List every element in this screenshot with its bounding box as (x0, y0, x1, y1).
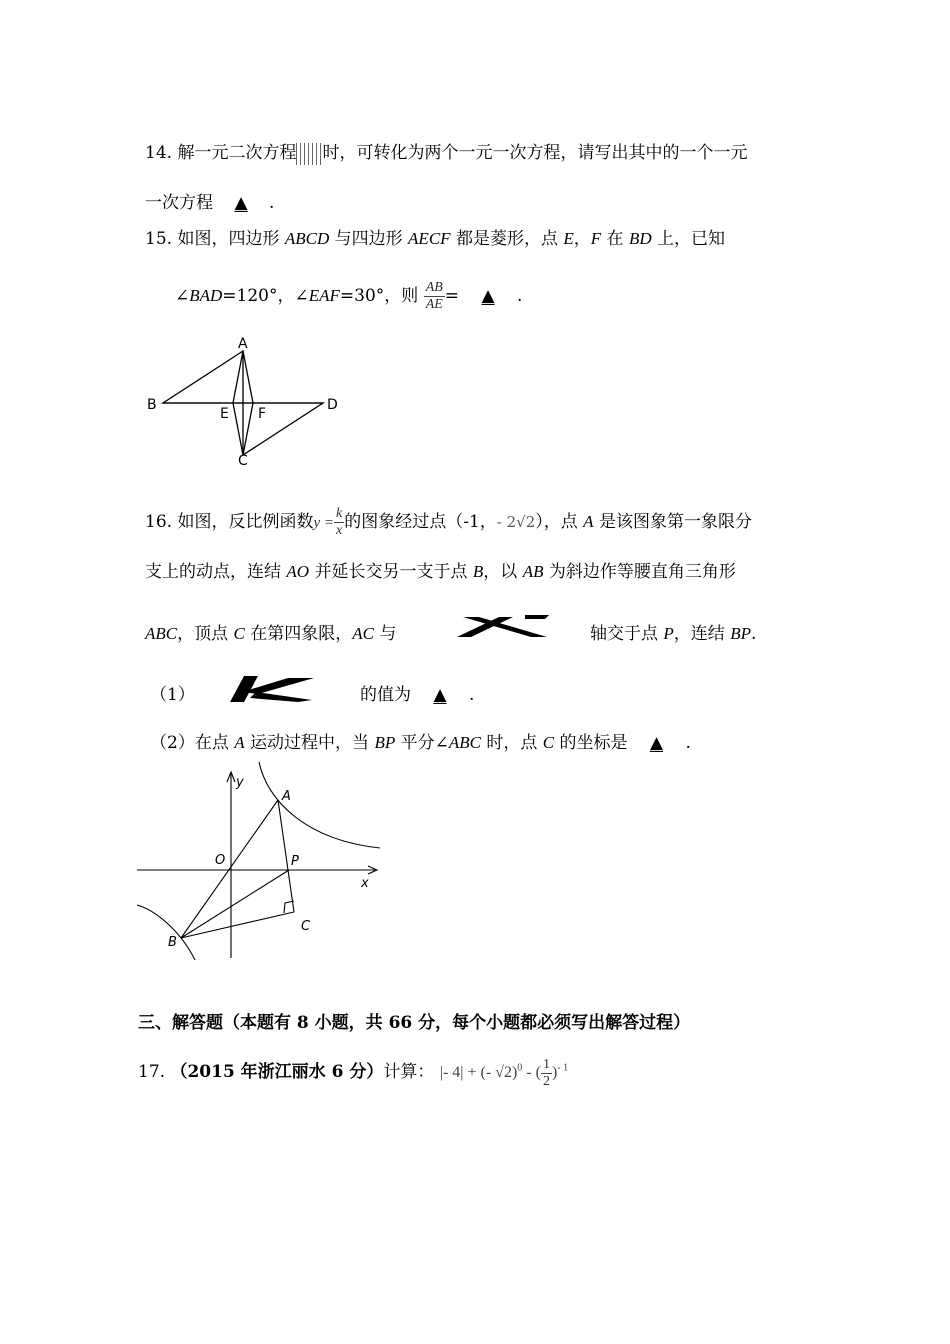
q16-sub2-abc: ABC (448, 733, 481, 752)
q16-sub2-end: . (685, 733, 691, 753)
q16-line2 (145, 557, 736, 582)
q16-sub2-bp: BP (374, 733, 396, 752)
q16-point-y: - 2√2 (496, 513, 536, 531)
q15-text: 15. 如图，四边形 (145, 229, 285, 249)
q16-text: ，顶点 (177, 624, 234, 644)
q17-expr-a: |- 4| + (- √2) (439, 1064, 518, 1082)
q15-text: 都是菱形，点 (450, 229, 564, 249)
q15-end: . (517, 286, 523, 306)
q16-text: 运动过程中，当 (244, 733, 375, 753)
frac-denominator: x (335, 523, 343, 538)
q16-text: 在第四象限， (244, 624, 353, 644)
q16-b: B (472, 562, 484, 581)
q16-line1 (145, 506, 752, 539)
q16-text: ，连结 (673, 624, 731, 644)
hyperbola-branch-2 (137, 905, 195, 960)
q16-text: （2）在点 (150, 733, 235, 753)
q14-rest: 时，可转化为两个一元一次方程，请写出其中的一个一元 (322, 143, 748, 163)
q16-line3 (145, 619, 396, 644)
q17-source: （2015 年浙江丽水 6 分） (170, 1062, 384, 1083)
q15-line1 (145, 224, 725, 249)
q16-text: 平分∠ (395, 733, 449, 753)
q17-lead: 17. (138, 1062, 171, 1083)
frac-numerator: k (335, 506, 343, 521)
label-f: F (258, 406, 267, 422)
q16-text: ，以 (483, 562, 523, 582)
q15-sep: ， (573, 229, 591, 249)
q16-ab: AB (522, 562, 544, 581)
q15-answer-blank: ▲ (481, 286, 495, 306)
q14-line2 (145, 188, 274, 213)
q16-func-y: y = (313, 515, 334, 531)
q15-rhombus-figure (140, 335, 350, 470)
q16-sub1-label: （1） (150, 685, 195, 705)
label-d: D (327, 397, 338, 413)
q16-text: . (750, 624, 757, 644)
q17-half-fraction (541, 1057, 552, 1090)
q16-text: 的图象经过点（-1， (344, 512, 497, 532)
hyperbola-branch-1 (259, 762, 380, 848)
q14-end: . (269, 193, 275, 213)
q16-text: 轴交于点 (590, 624, 664, 644)
section3-title: 三、解答题（本题有 8 小题，共 66 分，每个小题都必须写出解答过程） (138, 1013, 691, 1033)
angle-symbol: ∠ (175, 286, 190, 306)
q17-exp1: - 1 (557, 1062, 569, 1074)
label-b: B (168, 935, 177, 950)
q16-c: C (233, 624, 245, 643)
frac-denominator: AE (425, 297, 443, 312)
q16-a: A (583, 512, 594, 531)
q15-eaf: EAF (308, 286, 340, 305)
q16-sub2-a: A (234, 733, 245, 752)
q15-aecf: AECF (408, 229, 451, 248)
q15-eq: = (444, 286, 460, 306)
equation-image-placeholder (296, 143, 322, 165)
q16-text: 是该图象第一象限分 (593, 512, 752, 532)
q17-expr-c: ) (551, 1064, 558, 1082)
q14-line1 (145, 138, 747, 165)
distorted-k-glyph (228, 674, 318, 704)
frac-numerator: 1 (542, 1057, 550, 1072)
q16-sub2-c: C (542, 733, 555, 752)
q15-f: F (590, 229, 602, 248)
q16-text: 的坐标是 (554, 733, 628, 753)
q16-sub1-end: . (469, 685, 475, 705)
label-x: x (361, 876, 369, 891)
q17-expr-b: - ( (522, 1064, 541, 1082)
q16-sub2 (150, 728, 691, 753)
q16-text: 支上的动点，连结 (145, 562, 287, 582)
q15-text: 在 (601, 229, 629, 249)
q16-sub1-text (360, 680, 474, 705)
q15-bd: BD (628, 229, 652, 248)
q15-val2: =30°，则 (339, 286, 419, 306)
q15-bad: BAD (189, 286, 223, 305)
q16-func-fraction (334, 506, 344, 539)
q16-text: 为斜边作等腰直角三角形 (543, 562, 736, 582)
q16-sub1-text-label: 的值为 (360, 685, 411, 705)
label-p: P (291, 854, 299, 869)
q16-line3-end (590, 619, 756, 644)
q17-exp0: 0 (517, 1062, 523, 1074)
q16-coordinate-figure (135, 760, 385, 965)
label-e: E (220, 406, 229, 422)
q14-lead: 14. 解一元二次方程 (145, 143, 297, 163)
q16-text: 并延长交另一支于点 (309, 562, 473, 582)
q16-p: P (663, 624, 674, 643)
q17-expression (439, 1057, 569, 1089)
line-bp (181, 870, 289, 938)
q14-answer-blank: ▲ (234, 193, 248, 213)
label-b: B (147, 397, 157, 413)
q16-ac: AC (352, 624, 374, 643)
q15-abcd: ABCD (284, 229, 330, 248)
label-y: y (236, 775, 244, 790)
q16-text: 16. 如图，反比例函数 (145, 512, 314, 532)
q17-calc: 计算： (383, 1062, 435, 1083)
label-a: A (282, 789, 291, 804)
q16-abc: ABC (145, 624, 178, 643)
q15-line2 (175, 280, 522, 313)
q16-bp: BP (730, 624, 751, 643)
label-o: O (215, 853, 226, 868)
label-a: A (238, 336, 248, 352)
distorted-x-glyph (455, 613, 551, 641)
q15-text: 与四边形 (329, 229, 409, 249)
line-ab (181, 800, 278, 938)
q16-sub2-answer-blank: ▲ (650, 733, 664, 753)
q16-text: ），点 (535, 512, 584, 532)
q15-val1: =120°，∠ (222, 286, 309, 306)
frac-numerator: AB (425, 280, 443, 295)
label-c: C (301, 919, 311, 934)
line-bc (181, 912, 294, 938)
q15-fraction (424, 280, 445, 313)
label-c: C (238, 453, 248, 469)
q16-text: 与 (374, 624, 397, 644)
q16-sub1-answer-blank: ▲ (433, 685, 447, 705)
q15-text: 上，已知 (651, 229, 726, 249)
q15-e: E (563, 229, 574, 248)
q16-text: 时，点 (480, 733, 543, 753)
frac-denominator: 2 (542, 1074, 550, 1089)
q14-line2-text: 一次方程 (145, 193, 213, 213)
q17-line (138, 1057, 568, 1090)
q16-ao: AO (286, 562, 310, 581)
